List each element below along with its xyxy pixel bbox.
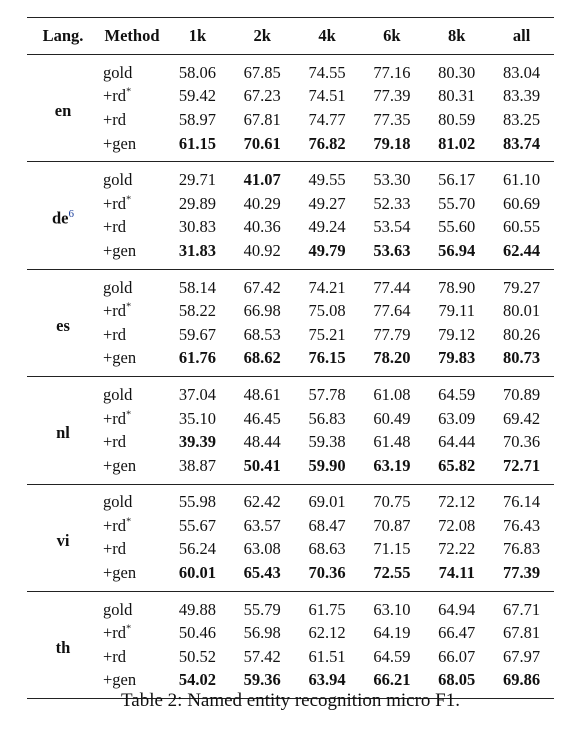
table-row — [27, 269, 554, 299]
language-code: th — [55, 638, 71, 658]
method-label-wrap — [103, 194, 153, 214]
score-cell: 83.04 — [503, 62, 541, 82]
score-cell: 69.86 — [503, 670, 541, 690]
score-cell: 70.61 — [243, 133, 281, 153]
score-cell: 76.43 — [503, 515, 541, 535]
score-cell: 66.98 — [243, 301, 281, 321]
column-header-2k: 2k — [253, 26, 271, 45]
method-label: +rd — [103, 646, 127, 666]
score-cell: 70.87 — [373, 515, 411, 535]
score-cell: 58.22 — [178, 301, 216, 321]
score-cell: 70.36 — [308, 563, 346, 583]
score-cell: 66.21 — [373, 670, 411, 690]
method-cell — [99, 132, 165, 162]
score-cell: 64.59 — [373, 646, 411, 666]
column-header-4k: 4k — [318, 26, 336, 45]
method-label: gold — [103, 384, 133, 404]
method-label: +rd — [103, 539, 127, 559]
method-cell — [99, 85, 165, 109]
score-cell: 56.98 — [243, 623, 281, 643]
method-cell — [99, 55, 165, 85]
score-cell: 49.55 — [308, 170, 346, 190]
method-label: +rd — [103, 408, 127, 428]
language-code: nl — [56, 423, 70, 443]
score-cell: 74.21 — [308, 277, 346, 297]
score-cell: 77.16 — [373, 62, 411, 82]
score-cell: 72.55 — [373, 563, 411, 583]
score-cell: 69.42 — [503, 408, 541, 428]
score-cell: 62.42 — [243, 492, 281, 512]
score-cell: 69.01 — [308, 492, 346, 512]
table-row — [27, 484, 554, 514]
score-cell: 71.15 — [373, 539, 411, 559]
score-cell: 55.67 — [178, 515, 216, 535]
score-cell: 57.42 — [243, 646, 281, 666]
score-cell: 72.08 — [438, 515, 476, 535]
table-row — [27, 377, 554, 407]
method-cell — [99, 192, 165, 216]
table-header — [27, 18, 554, 55]
score-cell: 68.62 — [243, 348, 281, 368]
score-cell: 52.33 — [373, 193, 411, 213]
method-cell — [99, 407, 165, 431]
score-cell: 79.11 — [438, 301, 475, 321]
score-cell: 61.75 — [308, 599, 346, 619]
method-label-wrap — [103, 278, 153, 298]
asterisk-marker: * — [126, 301, 132, 313]
score-cell: 53.30 — [373, 170, 411, 190]
score-cell: 63.08 — [243, 539, 281, 559]
method-cell — [99, 269, 165, 299]
method-label-wrap — [103, 325, 153, 345]
table-row — [27, 239, 554, 269]
method-label-wrap — [103, 63, 153, 83]
table-row — [27, 538, 554, 562]
score-cell: 78.20 — [373, 348, 411, 368]
score-cell: 49.79 — [308, 240, 346, 260]
score-cell: 63.94 — [308, 670, 346, 690]
score-cell: 80.30 — [438, 62, 476, 82]
table-row — [27, 55, 554, 85]
method-cell — [99, 162, 165, 192]
score-cell: 61.51 — [308, 646, 346, 666]
method-cell — [99, 347, 165, 377]
score-cell: 53.63 — [373, 240, 411, 260]
score-cell: 79.18 — [373, 133, 411, 153]
method-cell — [99, 239, 165, 269]
language-label — [27, 591, 99, 698]
method-label-wrap — [103, 110, 153, 130]
score-cell: 29.71 — [178, 170, 216, 190]
method-label-wrap — [103, 600, 153, 620]
method-cell — [99, 561, 165, 591]
score-cell: 56.83 — [308, 408, 346, 428]
score-cell: 61.08 — [373, 384, 411, 404]
score-cell: 55.98 — [178, 492, 216, 512]
method-label: +gen — [103, 670, 137, 690]
table-row — [27, 561, 554, 591]
table-caption: Table 2: Named entity recognition micro F1. — [120, 690, 460, 711]
score-cell: 78.90 — [438, 277, 476, 297]
score-cell: 67.42 — [243, 277, 281, 297]
table-row — [27, 514, 554, 538]
score-cell: 59.42 — [178, 86, 216, 106]
score-cell: 60.69 — [503, 193, 541, 213]
method-cell — [99, 377, 165, 407]
method-label-wrap — [103, 385, 153, 405]
language-label — [27, 377, 99, 484]
score-cell: 75.08 — [308, 301, 346, 321]
score-cell: 75.21 — [308, 324, 346, 344]
method-label: gold — [103, 599, 133, 619]
score-cell: 48.44 — [243, 432, 281, 452]
score-cell: 80.31 — [438, 86, 476, 106]
score-cell: 67.97 — [503, 646, 541, 666]
method-cell — [99, 454, 165, 484]
score-cell: 64.94 — [438, 599, 476, 619]
method-label-wrap — [103, 301, 153, 321]
table-row — [27, 347, 554, 377]
method-label-wrap — [103, 539, 153, 559]
method-label: +gen — [103, 240, 137, 260]
score-cell: 76.15 — [308, 348, 346, 368]
score-cell: 40.92 — [243, 240, 281, 260]
language-group — [27, 591, 554, 698]
language-group — [27, 162, 554, 269]
score-cell: 63.09 — [438, 408, 476, 428]
score-cell: 48.61 — [243, 384, 281, 404]
column-header-lang: Lang. — [42, 26, 84, 45]
score-cell: 53.54 — [373, 217, 411, 237]
score-cell: 68.05 — [438, 670, 476, 690]
method-label-wrap — [103, 647, 153, 667]
method-label-wrap — [103, 170, 153, 190]
score-cell: 38.87 — [178, 455, 216, 475]
score-cell: 31.83 — [178, 240, 216, 260]
score-cell: 80.26 — [503, 324, 541, 344]
score-cell: 70.75 — [373, 492, 411, 512]
score-cell: 59.38 — [308, 432, 346, 452]
language-label — [27, 484, 99, 591]
score-cell: 49.24 — [308, 217, 346, 237]
score-cell: 56.24 — [178, 539, 216, 559]
score-cell: 67.81 — [503, 623, 541, 643]
score-cell: 68.53 — [243, 324, 281, 344]
column-header-all: all — [512, 26, 531, 45]
footnote-marker: 6 — [68, 208, 74, 221]
score-cell: 83.39 — [503, 86, 541, 106]
method-cell — [99, 299, 165, 323]
method-cell — [99, 216, 165, 240]
score-cell: 61.15 — [178, 133, 216, 153]
table-row — [27, 192, 554, 216]
score-cell: 67.85 — [243, 62, 281, 82]
method-cell — [99, 430, 165, 454]
score-cell: 83.25 — [503, 109, 541, 129]
score-cell: 58.97 — [178, 109, 216, 129]
score-cell: 79.12 — [438, 324, 476, 344]
language-label — [27, 55, 99, 162]
method-label-wrap — [103, 409, 153, 429]
score-cell: 61.48 — [373, 432, 411, 452]
score-cell: 80.73 — [503, 348, 541, 368]
method-label-wrap — [103, 623, 153, 643]
score-cell: 41.07 — [243, 170, 281, 190]
score-cell: 58.06 — [178, 62, 216, 82]
score-cell: 72.71 — [503, 455, 541, 475]
method-cell — [99, 514, 165, 538]
language-code: es — [56, 315, 70, 335]
asterisk-marker: * — [126, 623, 132, 635]
table-row — [27, 430, 554, 454]
language-code: de — [52, 208, 69, 228]
method-label: +gen — [103, 563, 137, 583]
score-cell: 63.10 — [373, 599, 411, 619]
score-cell: 70.89 — [503, 384, 541, 404]
score-cell: 57.78 — [308, 384, 346, 404]
score-cell: 59.36 — [243, 670, 281, 690]
score-cell: 72.22 — [438, 539, 476, 559]
table-row — [27, 299, 554, 323]
score-cell: 77.79 — [373, 324, 411, 344]
score-cell: 40.36 — [243, 217, 281, 237]
score-cell: 37.04 — [178, 384, 216, 404]
method-cell — [99, 323, 165, 347]
column-header-6k: 6k — [383, 26, 401, 45]
score-cell: 77.35 — [373, 109, 411, 129]
score-cell: 67.23 — [243, 86, 281, 106]
method-label-wrap — [103, 670, 153, 690]
method-cell — [99, 484, 165, 514]
score-cell: 76.82 — [308, 133, 346, 153]
table-row — [27, 108, 554, 132]
method-label-wrap — [103, 432, 153, 452]
method-label: +gen — [103, 133, 137, 153]
score-cell: 63.19 — [373, 455, 411, 475]
method-label: gold — [103, 62, 133, 82]
score-cell: 64.59 — [438, 384, 476, 404]
method-label: +rd — [103, 623, 127, 643]
score-cell: 55.70 — [438, 193, 476, 213]
score-cell: 72.12 — [438, 492, 476, 512]
score-cell: 74.55 — [308, 62, 346, 82]
score-cell: 67.71 — [503, 599, 541, 619]
score-cell: 39.39 — [178, 432, 216, 452]
table-row — [27, 591, 554, 621]
method-label-wrap — [103, 456, 153, 476]
score-cell: 66.07 — [438, 646, 476, 666]
score-cell: 60.01 — [178, 563, 216, 583]
language-group — [27, 377, 554, 484]
method-label: gold — [103, 170, 133, 190]
score-cell: 60.55 — [503, 217, 541, 237]
score-cell: 65.43 — [243, 563, 281, 583]
score-cell: 55.60 — [438, 217, 476, 237]
table-row — [27, 85, 554, 109]
method-label-wrap — [103, 563, 153, 583]
score-cell: 79.27 — [503, 277, 541, 297]
score-cell: 40.29 — [243, 193, 281, 213]
score-cell: 55.79 — [243, 599, 281, 619]
score-cell: 76.83 — [503, 539, 541, 559]
method-label-wrap — [103, 492, 153, 512]
score-cell: 56.17 — [438, 170, 476, 190]
score-cell: 30.83 — [178, 217, 216, 237]
method-label-wrap — [103, 217, 153, 237]
score-cell: 49.27 — [308, 193, 346, 213]
language-label — [27, 162, 99, 269]
method-cell — [99, 538, 165, 562]
method-label-wrap — [103, 516, 153, 536]
asterisk-marker: * — [126, 516, 132, 528]
table-row — [27, 216, 554, 240]
method-cell — [99, 621, 165, 645]
score-cell: 66.47 — [438, 623, 476, 643]
score-cell: 35.10 — [178, 408, 216, 428]
method-label-wrap — [103, 348, 153, 368]
score-cell: 49.88 — [178, 599, 216, 619]
score-cell: 56.94 — [438, 240, 476, 260]
language-group — [27, 55, 554, 162]
method-label: +gen — [103, 348, 137, 368]
score-cell: 61.76 — [178, 348, 216, 368]
column-header-1k: 1k — [188, 26, 207, 45]
score-cell: 77.44 — [373, 277, 411, 297]
score-cell: 60.49 — [373, 408, 411, 428]
score-cell: 59.90 — [308, 455, 346, 475]
table-row — [27, 162, 554, 192]
score-cell: 46.45 — [243, 408, 281, 428]
score-cell: 76.14 — [503, 492, 541, 512]
score-cell: 70.36 — [503, 432, 541, 452]
method-label-wrap — [103, 241, 153, 261]
score-cell: 29.89 — [178, 193, 216, 213]
score-cell: 59.67 — [178, 324, 216, 344]
table-row — [27, 407, 554, 431]
score-cell: 58.14 — [178, 277, 216, 297]
asterisk-marker: * — [126, 194, 132, 206]
method-label: +rd — [103, 301, 127, 321]
score-cell: 68.47 — [308, 515, 346, 535]
method-label-wrap — [103, 86, 153, 106]
method-label-wrap — [103, 134, 153, 154]
score-cell: 81.02 — [438, 133, 476, 153]
method-label: gold — [103, 492, 133, 512]
method-label: +rd — [103, 515, 127, 535]
column-header-8k: 8k — [448, 26, 466, 45]
method-label: +rd — [103, 193, 127, 213]
table-row — [27, 621, 554, 645]
score-cell: 62.44 — [503, 240, 541, 260]
score-cell: 62.12 — [308, 623, 346, 643]
score-cell: 50.46 — [178, 623, 216, 643]
column-header-method: Method — [104, 26, 160, 45]
score-cell: 74.77 — [308, 109, 346, 129]
score-cell: 50.41 — [243, 455, 281, 475]
score-cell: 77.64 — [373, 301, 411, 321]
score-cell: 80.59 — [438, 109, 476, 129]
asterisk-marker: * — [126, 409, 132, 421]
table-row — [27, 454, 554, 484]
method-label: +rd — [103, 432, 127, 452]
score-cell: 63.57 — [243, 515, 281, 535]
asterisk-marker: * — [126, 86, 132, 98]
method-label: +rd — [103, 217, 127, 237]
method-label: +rd — [103, 324, 127, 344]
table-row — [27, 645, 554, 669]
language-label — [27, 269, 99, 376]
score-cell: 67.81 — [243, 109, 281, 129]
score-cell: 77.39 — [373, 86, 411, 106]
score-cell: 65.82 — [438, 455, 476, 475]
score-cell: 74.11 — [438, 563, 475, 583]
score-cell: 54.02 — [178, 670, 216, 690]
score-cell: 80.01 — [503, 301, 541, 321]
table-row — [27, 132, 554, 162]
score-cell: 83.74 — [503, 133, 541, 153]
method-label: gold — [103, 277, 133, 297]
language-group — [27, 269, 554, 376]
method-label: +rd — [103, 109, 127, 129]
language-code: vi — [56, 530, 70, 550]
language-group — [27, 484, 554, 591]
score-cell: 79.83 — [438, 348, 476, 368]
score-cell: 77.39 — [503, 563, 541, 583]
score-cell: 61.10 — [503, 170, 541, 190]
results-table — [27, 17, 554, 699]
score-cell: 64.44 — [438, 432, 476, 452]
method-label: +gen — [103, 455, 137, 475]
score-cell: 50.52 — [178, 646, 216, 666]
score-cell: 64.19 — [373, 623, 411, 643]
language-code: en — [54, 101, 72, 121]
score-cell: 74.51 — [308, 86, 346, 106]
header-row — [27, 18, 554, 55]
method-cell — [99, 591, 165, 621]
method-label: +rd — [103, 86, 127, 106]
score-cell: 68.63 — [308, 539, 346, 559]
table-row — [27, 323, 554, 347]
method-cell — [99, 108, 165, 132]
method-cell — [99, 645, 165, 669]
